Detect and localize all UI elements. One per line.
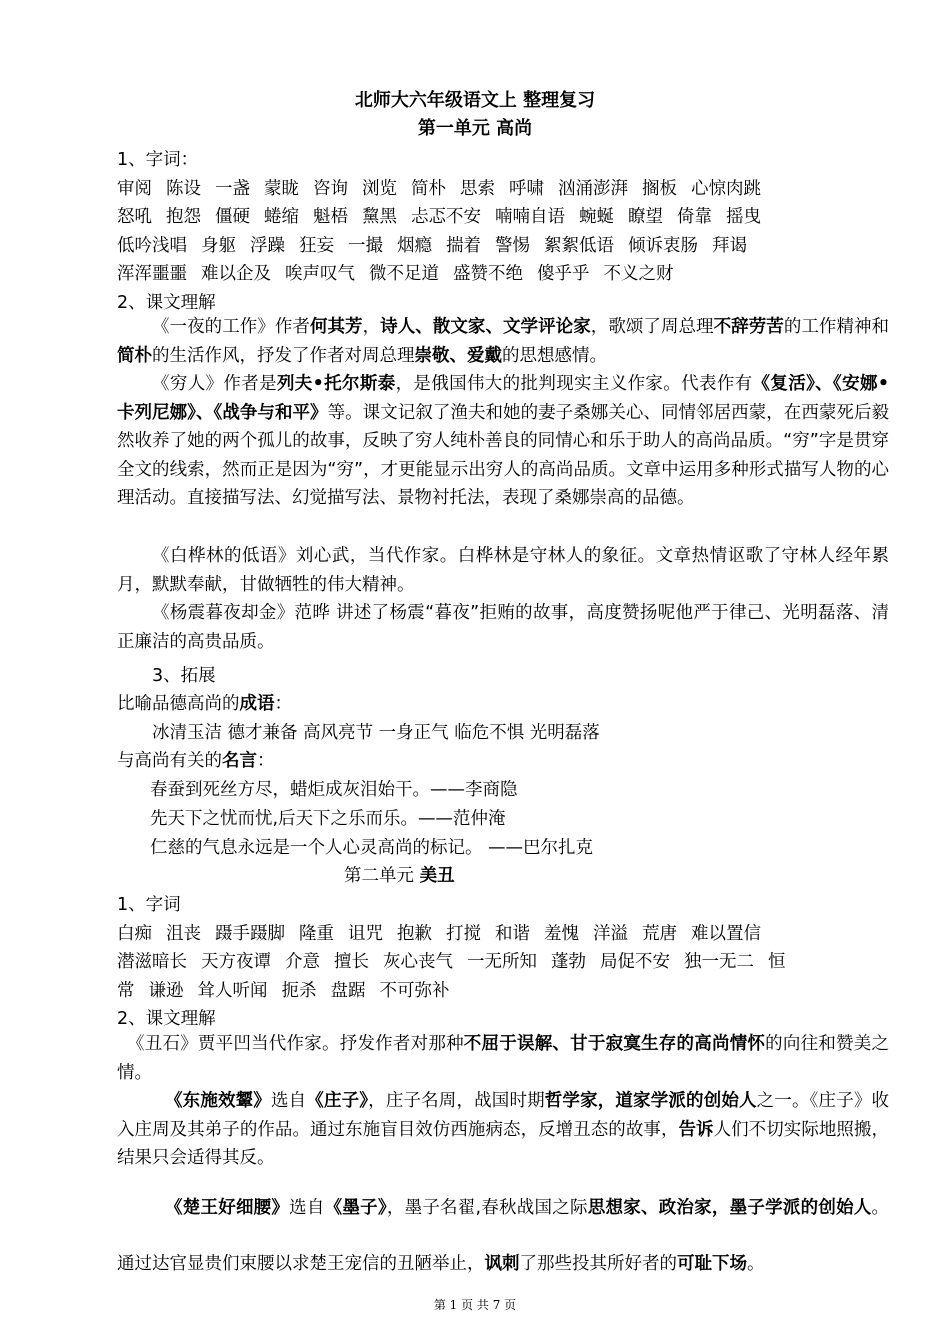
- unit1-words-line: 浑浑噩噩 难以企及 唉声叹气 微不足道 盛赞不绝 傻乎乎 不义之财: [117, 264, 674, 284]
- page-number-footer: 第 1 页 共 7 页: [433, 1298, 517, 1312]
- unit2-paragraph-dongshi: 《东施效颦》选自《庄子》，庄子名周，战国时期哲学家，道家学派的创始人之一。《庄子》收入庄周及其弟子的作品。通过东施盲目效仿西施病态，反增丑态的故事，告诉人们不切实际地照搬，结果只会适得其反。: [117, 1091, 890, 1169]
- unit2-words-line: 常 谦逊 耸人听闻 扼杀 盘踞 不可弥补: [117, 981, 450, 1001]
- unit1-paragraph-yang-zhen: 《杨震暮夜却金》范晔 讲述了杨震“暮夜”拒贿的故事，高度赞扬呢他严于律己、光明磊落、清正廉洁的高贵品质。: [117, 603, 889, 652]
- unit2-title: 第二单元 美丑: [344, 866, 455, 886]
- document-title: 北师大六年级语文上 整理复习: [354, 90, 596, 111]
- unit1-paragraph-poor-people: 《穷人》作者是列夫•托尔斯泰，是俄国伟大的批判现实主义作家。代表作有《复活》、《安娜•卡列尼娜》、《战争与和平》等。课文记叙了渔夫和她的妻子桑娜关心、同情邻居西蒙，在西蒙死后毅然收养了她的两个孤儿的故事，反映了穷人纯朴善良的同情心和乐于助人的高尚品质。“穷”字是贯穿全文的线索，然而正是因为“穷”，才更能显示出穷人的高尚品质。文章中运用多种形式描写人物的心理活动。直接描写法、幻觉描写法、景物衬托法，表现了桑娜崇高的品德。: [117, 374, 890, 509]
- unit1-words-heading: 1、字词：: [117, 150, 199, 170]
- unit1-text-heading: 2、课文理解: [117, 293, 216, 313]
- unit2-paragraph-chu-king: 《楚王好细腰》选自《墨子》，墨子名翟,春秋战国之际思想家、政治家，墨子学派的创始人。通过达官显贵们束腰以求楚王宠信的丑陋举止，讽刺了那些投其所好者的可耻下场。: [117, 1198, 890, 1274]
- idiom-intro: 比喻品德高尚的成语：: [117, 694, 292, 714]
- unit1-extension-heading: 3、拓展: [152, 666, 216, 686]
- unit2-words-line: 潜滋暗长 天方夜谭 介意 擅长 灰心丧气 一无所知 蓬勃 局促不安 独一无二 恒: [117, 952, 786, 972]
- quote-item: 春蚕到死丝方尽，蜡炬成灰泪始干。——李商隐: [150, 780, 518, 800]
- unit1-title: 第一单元 高尚: [417, 118, 533, 139]
- unit1-paragraph-birch-forest: 《白桦林的低语》刘心武，当代作家。白桦林是守林人的象征。文章热情讴歌了守林人经年累月，默默奉献，甘做牺牲的伟大精神。: [117, 546, 889, 595]
- quote-item: 先天下之忧而忧,后天下之乐而乐。——范仲淹: [150, 809, 506, 829]
- unit1-words-line: 审阅 陈设 一盏 蒙眬 咨询 浏览 简朴 思索 呼啸 汹涌澎湃 搁板 心惊肉跳: [117, 179, 761, 199]
- unit2-paragraph-ugly-stone: 《丑石》贾平凹当代作家。抒发作者对那种不屈于误解、甘于寂寞生存的高尚情怀的向往和赞美之情。: [117, 1034, 890, 1083]
- unit2-words-line: 白痴 沮丧 蹑手蹑脚 隆重 诅咒 抱歉 打搅 和谐 羞愧 洋溢 荒唐 难以置信: [117, 924, 761, 944]
- unit2-text-heading: 2、课文理解: [117, 1009, 216, 1029]
- unit1-words-line: 怒吼 抱怨 僵硬 蜷缩 魁梧 黧黑 忐忑不安 喃喃自语 蜿蜒 瞭望 倚靠 摇曳: [117, 207, 761, 227]
- unit1-words-line: 低吟浅唱 身躯 浮躁 狂妄 一撮 烟瘾 揣着 警惕 絮絮低语 倾诉衷肠 拜谒: [117, 236, 747, 256]
- unit1-paragraph-night-work: 《一夜的工作》作者何其芳，诗人、散文家、文学评论家，歌颂了周总理不辞劳苦的工作精神和简朴的生活作风，抒发了作者对周总理崇敬、爱戴的思想感情。: [117, 317, 890, 366]
- idiom-list: 冰清玉洁 德才兼备 高风亮节 一身正气 临危不惧 光明磊落: [152, 723, 600, 743]
- quote-item: 仁慈的气息永远是一个人心灵高尚的标记。 ——巴尔扎克: [150, 838, 594, 858]
- quote-intro: 与高尚有关的名言：: [117, 751, 275, 771]
- unit2-words-heading: 1、字词: [117, 895, 181, 915]
